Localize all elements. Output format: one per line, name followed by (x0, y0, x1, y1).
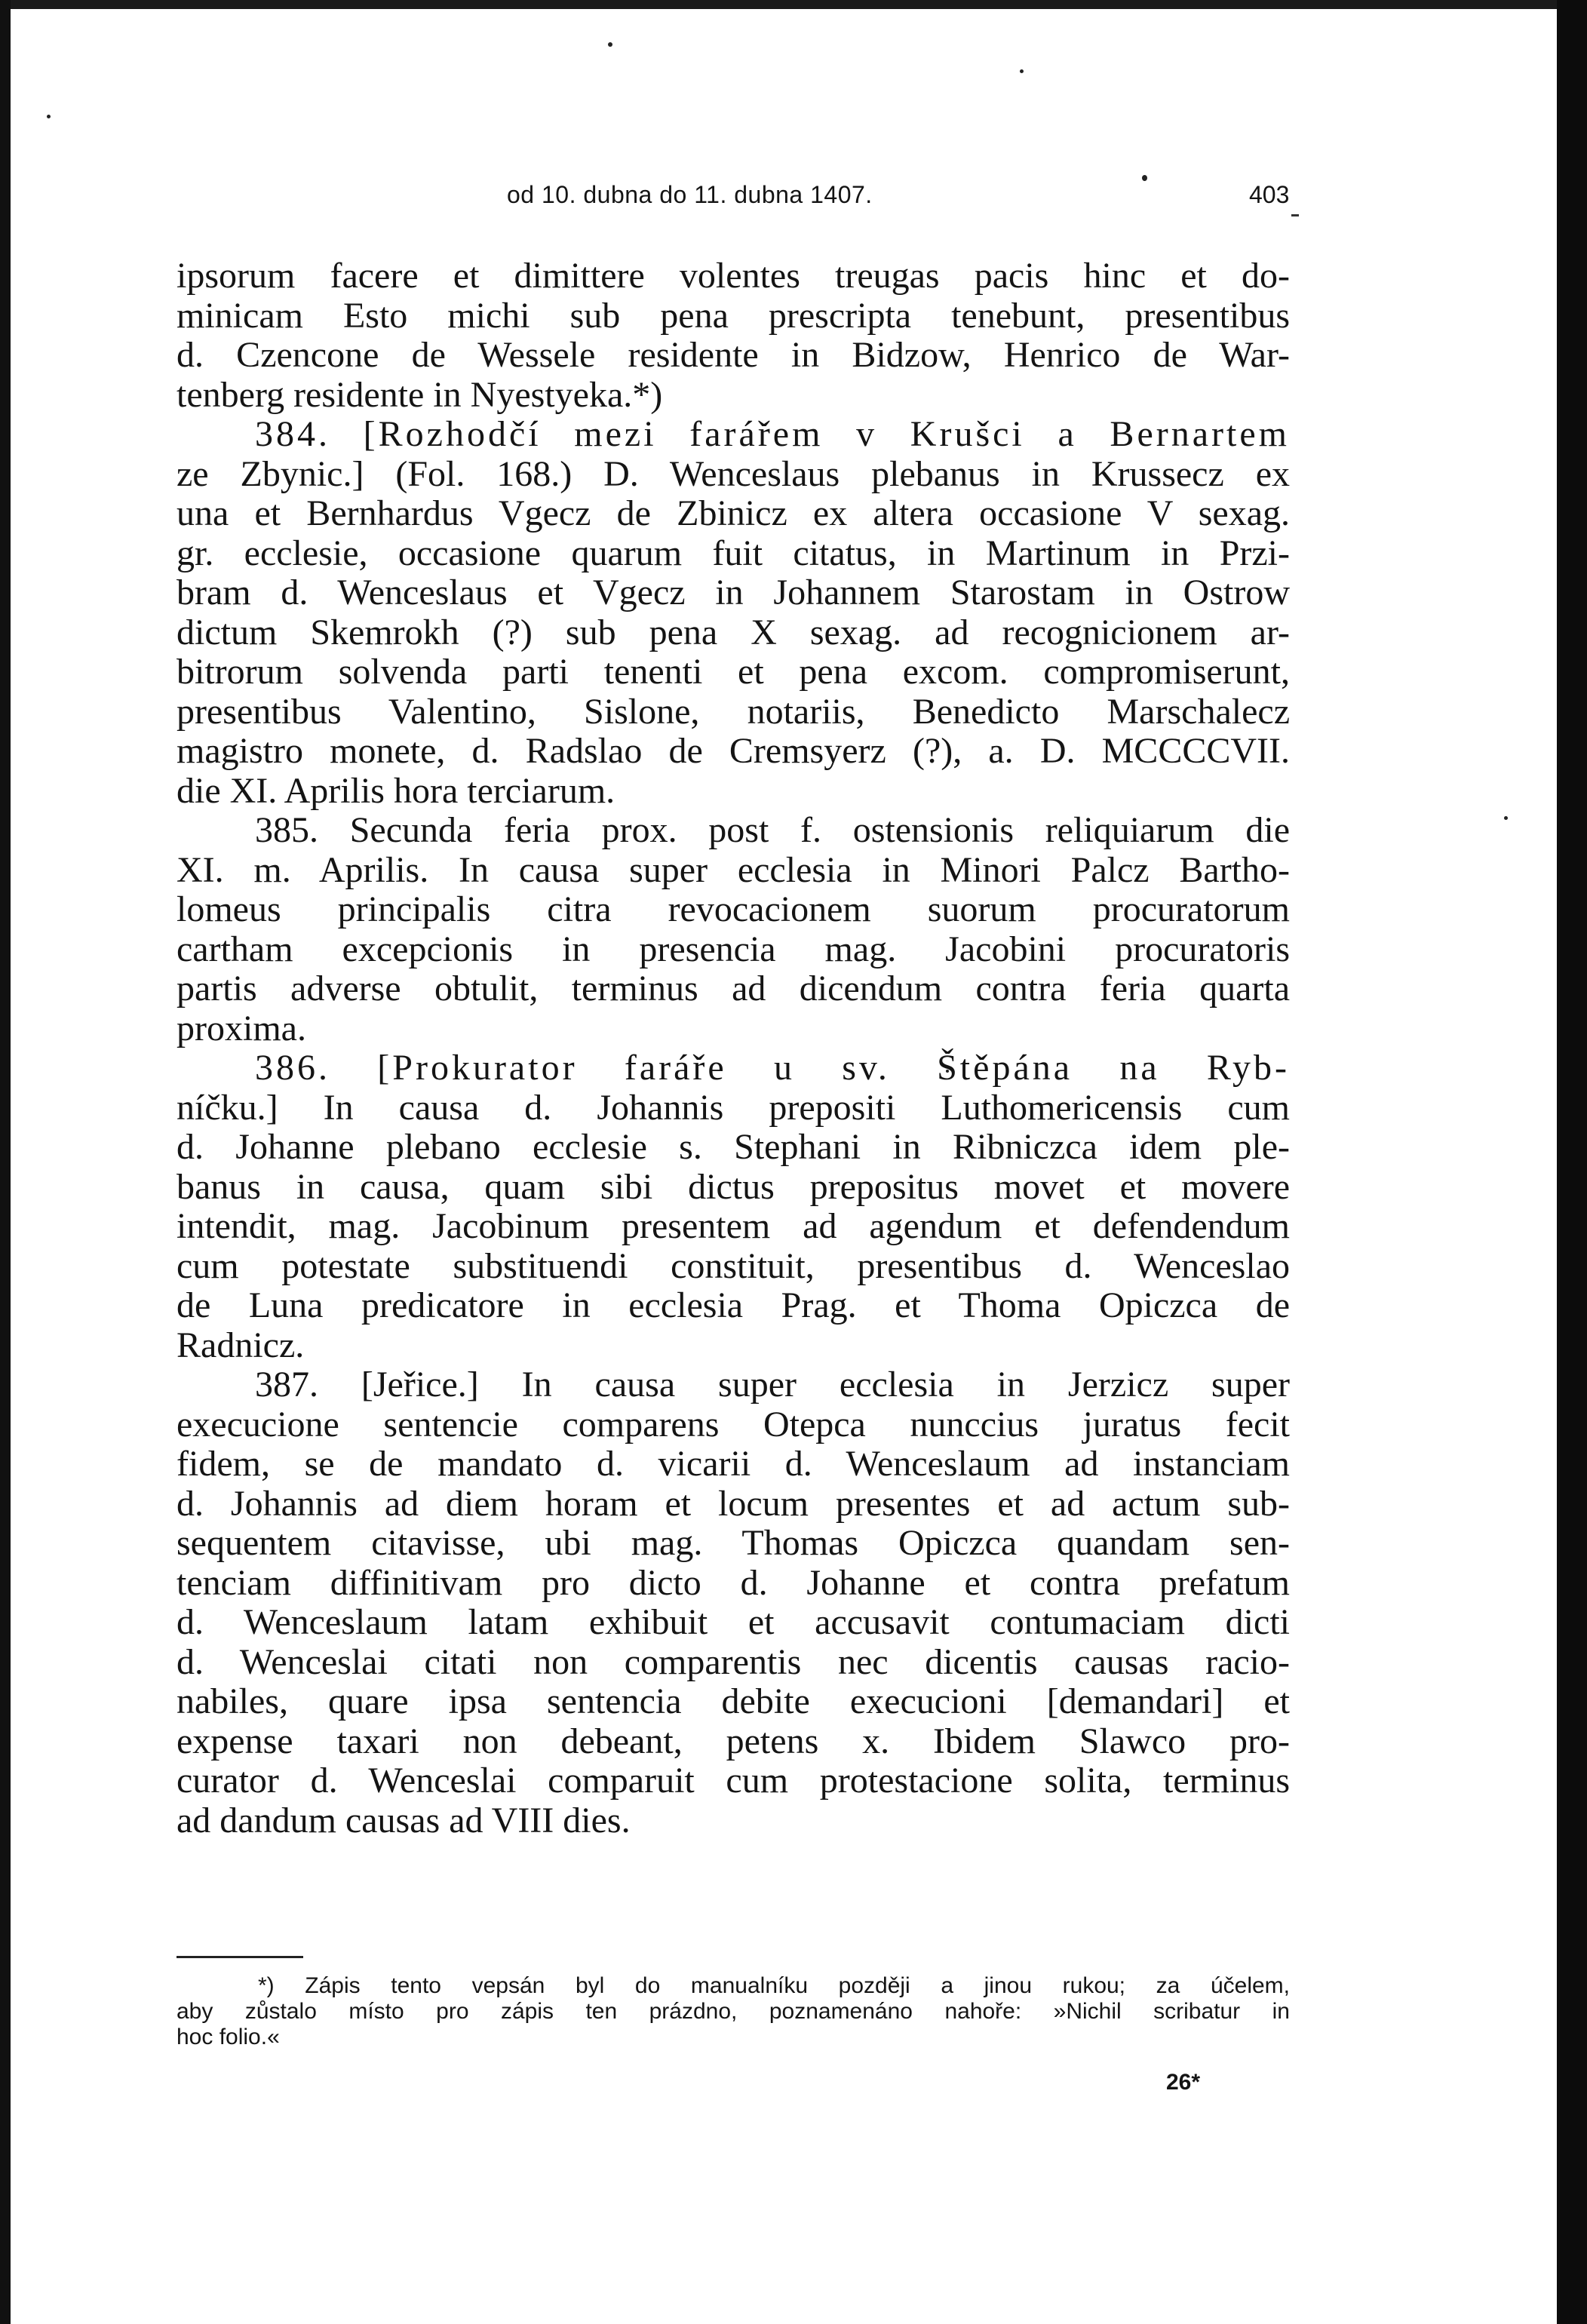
text-line: tenciam diffinitivam pro dicto d. Johanne et contra prefatum (177, 1562, 1290, 1603)
text-line: lomeus principalis citra revocacionem suorum procuratorum (177, 889, 1290, 929)
running-title: od 10. dubna do 11. dubna 1407. (507, 181, 873, 208)
text-line: d. Wenceslaum latam exhibuit et accusavit contumaciam dicti (177, 1602, 1290, 1642)
text-line: sequentem citavisse, ubi mag. Thomas Opiczca quandam sen- (177, 1523, 1290, 1563)
text-line: cartham excepcionis in presencia mag. Jacobini procuratoris (177, 929, 1290, 969)
page-number-mark (1291, 214, 1299, 216)
scan-speck (608, 42, 612, 47)
text-line: d. Wenceslai citati non comparentis nec dicentis causas racio- (177, 1641, 1290, 1682)
text-line: presentibus Valentino, Sislone, notariis, Benedicto Marschalecz (177, 691, 1290, 732)
text-line: bitrorum solvenda parti tenenti et pena excom. compromiserunt, (177, 652, 1290, 692)
scan-speck (1020, 69, 1024, 73)
footnote-line: *) Zápis tento vepsán byl do manualníku později a jinou rukou; za účelem, (258, 1973, 1290, 1998)
text-line: níčku.] In causa d. Johannis prepositi Luthomericensis cum (177, 1087, 1290, 1128)
text-line: bram d. Wenceslaus et Vgecz in Johannem Starostam in Ostrow (177, 573, 1290, 612)
text-line: ad dandum causas ad VIII dies. (177, 1800, 631, 1840)
text-line: de Luna predicatore in ecclesia Prag. et Thoma Opiczca de (177, 1285, 1290, 1325)
scan-border-top (0, 0, 1587, 9)
page-number: 403 (1249, 181, 1290, 208)
text-line: d. Johannis ad diem horam et locum presentes et ad actum sub- (177, 1483, 1290, 1524)
text-line: Radnicz. (177, 1325, 305, 1365)
text-line: partis adverse obtulit, terminus ad dicendum contra feria quarta (177, 969, 1290, 1008)
text-line: intendit, mag. Jacobinum presentem ad agendum et defendendum (177, 1206, 1290, 1246)
text-line: magistro monete, d. Radslao de Cremsyerz (?), a. D. MCCCCVII. (177, 731, 1290, 771)
text-line: banus in causa, quam sibi dictus prepositus movet et movere (177, 1166, 1290, 1207)
footnote (177, 1973, 1290, 2050)
scan-border-right (1557, 0, 1587, 2324)
entry-387-heading-line: 387. [Jeřice.] In causa super ecclesia in Jerzicz super (255, 1365, 1290, 1405)
entry-385-heading-line: 385. Secunda feria prox. post f. ostensionis reliquiarum die (255, 810, 1290, 850)
text-line: gr. ecclesie, occasione quarum fuit citatus, in Martinum in Przi- (177, 533, 1290, 573)
scan-border-left (0, 0, 11, 2324)
text-line: tenberg residente in Nyestyeka.*) (177, 374, 663, 415)
entry-386-heading-line: 386. [Prokurator faráře u sv. Štěpána na Ryb- (255, 1048, 1290, 1088)
footnote-rule (177, 1956, 303, 1958)
main-text (177, 256, 1290, 1840)
text-line: proxima. (177, 1008, 306, 1048)
text-line: d. Johanne plebano ecclesie s. Stephani in Ribniczca idem ple- (177, 1127, 1290, 1167)
footnote-line: hoc folio.« (177, 2025, 280, 2049)
text-line: nabiles, quare ipsa sentencia debite execucioni [demandari] et (177, 1681, 1290, 1721)
text-line: ze Zbynic.] (Fol. 168.) D. Wenceslaus plebanus in Krussecz ex (177, 453, 1290, 494)
text-line: die XI. Aprilis hora terciarum. (177, 770, 615, 811)
text-line: curator d. Wenceslai comparuit cum protestacione solita, terminus (177, 1761, 1290, 1801)
scan-speck (1504, 816, 1508, 820)
text-line: execucione sentencie comparens Otepca nunccius juratus fecit (177, 1404, 1290, 1444)
scan-speck (47, 115, 51, 118)
footnote-line: aby zůstalo místo pro zápis ten prázdno, poznamenáno nahoře: »Nichil scribatur in (177, 1999, 1290, 2024)
text-line: d. Czencone de Wessele residente in Bidzow, Henrico de War- (177, 335, 1290, 375)
printer-signature-mark: 26* (1166, 2070, 1201, 2095)
text-line: fidem, se de mandato d. vicarii d. Wenceslaum ad instanciam (177, 1444, 1290, 1484)
entry-384-heading-line: 384. [Rozhodčí mezi farářem v Krušci a Bernartem (255, 414, 1290, 454)
running-head (0, 175, 1587, 220)
text-line: cum potestate substituendi constituit, presentibus d. Wenceslao (177, 1245, 1290, 1286)
text-line: minicam Esto michi sub pena prescripta tenebunt, presentibus (177, 295, 1290, 336)
text-line: XI. m. Aprilis. In causa super ecclesia in Minori Palcz Bartho- (177, 849, 1290, 890)
text-line: expense taxari non debeant, petens x. Ibidem Slawco pro- (177, 1721, 1290, 1761)
text-line: dictum Skemrokh (?) sub pena X sexag. ad recognicionem ar- (177, 612, 1290, 652)
text-line: una et Bernhardus Vgecz de Zbinicz ex altera occasione V sexag. (177, 493, 1290, 533)
text-line: ipsorum facere et dimittere volentes treugas pacis hinc et do- (177, 256, 1290, 296)
